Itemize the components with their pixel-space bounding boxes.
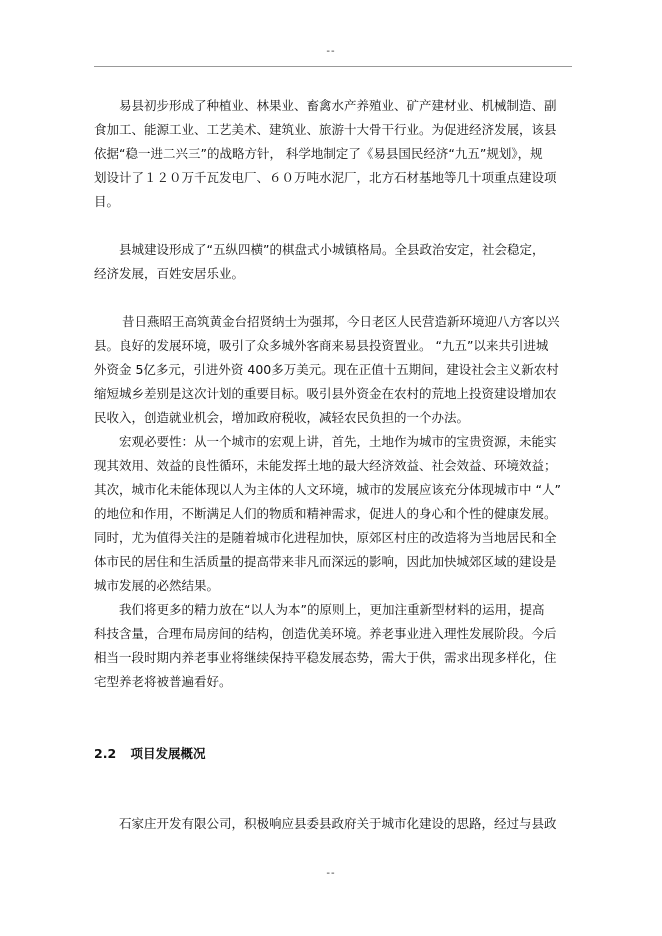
text-line: 我们将更多的精力放在“以人为本”的原则上，更加注重新型材料的运用，提高 — [119, 602, 545, 617]
text-line: 宏观必要性：从一个城市的宏观上讲，首先，土地作为城市的宝贵资源，未能实 — [119, 434, 557, 449]
text-line: 宅型养老将被普遍看好。 — [94, 674, 232, 689]
paragraph-people-oriented — [94, 598, 574, 694]
paragraph-macro-necessity — [94, 430, 574, 598]
text-line: 现其效用、效益的良性循环，未能发挥土地的最大经济效益、社会效益、环境效益； — [94, 458, 557, 473]
text-line: 外资金 5亿多元，引进外资 400多万美元。现在正值十五期间，建设社会主义新农村 — [94, 362, 559, 377]
paragraph-industry — [94, 94, 574, 214]
text-line: 城市发展的必然结果。 — [94, 578, 220, 593]
section-title: 项目发展概况 — [130, 746, 206, 761]
paragraph-company — [94, 812, 574, 836]
text-line: 民收入，创造就业机会，增加政府税收，减轻农民负担的一个办法。 — [94, 410, 470, 425]
text-line: 易县初步形成了种植业、林果业、畜禽水产养殖业、矿产建材业、机械制造、副 — [119, 98, 557, 113]
text-line: 缩短城乡差别是这次计划的重要目标。吸引县外资金在农村的荒地上投资建设增加农 — [94, 386, 557, 401]
text-line: 经济发展，百姓安居乐业。 — [94, 266, 245, 281]
paragraph-county-town — [94, 238, 574, 286]
footer-mark: -- — [326, 868, 336, 879]
header-rule — [94, 66, 572, 67]
text-line: 划设计了１２０万千瓦发电厂、６０万吨水泥厂，北方石材基地等几十项重点建设项 — [94, 170, 557, 185]
text-line: 的地位和作用，不断满足人们的物质和精神需求，促进人的身心和个性的健康发展。 — [94, 506, 557, 521]
text-line: 县城建设形成了“五纵四横”的棋盘式小城镇格局。全县政治安定，社会稳定， — [119, 242, 545, 257]
section-heading — [94, 744, 206, 762]
text-line: 其次，城市化未能体现以人为主体的人文环境，城市的发展应该充分体现城市中 “人” — [94, 482, 561, 497]
text-line: 相当一段时期内养老事业将继续保持平稳发展态势，需大于供，需求出现多样化，住 — [94, 650, 557, 665]
section-number: 2.2 — [94, 746, 117, 761]
text-line: 依据“稳一进二兴三”的战略方针， 科学地制定了《易县国民经济“九五”规划》，规 — [94, 146, 543, 161]
text-line: 同时，尤为值得关注的是随着城市化进程加快，原郊区村庄的改造将为当地居民和全 — [94, 530, 557, 545]
text-line: 目。 — [94, 194, 120, 209]
text-line: 昔日燕昭王高筑黄金台招贤纳士为强邦，今日老区人民营造新环境迎八方客以兴 — [122, 314, 560, 329]
text-line: 县。良好的发展环境，吸引了众多城外客商来易县投资置业。 “九五”以来共引进城 — [94, 338, 549, 353]
text-line: 科技含量，合理布局房间的结构，创造优美环境。养老事业进入理性发展阶段。今后 — [94, 626, 557, 641]
paragraph-investment — [94, 310, 574, 430]
text-line: 食加工、能源工业、工艺美术、建筑业、旅游十大骨干行业。为促进经济发展，该县 — [94, 122, 557, 137]
header-mark: -- — [326, 46, 336, 57]
text-line: 石家庄开发有限公司，积极响应县委县政府关于城市化建设的思路，经过与县政 — [119, 816, 557, 831]
text-line: 体市民的居住和生活质量的提高带来非凡而深远的影响，因此加快城郊区域的建设是 — [94, 554, 557, 569]
